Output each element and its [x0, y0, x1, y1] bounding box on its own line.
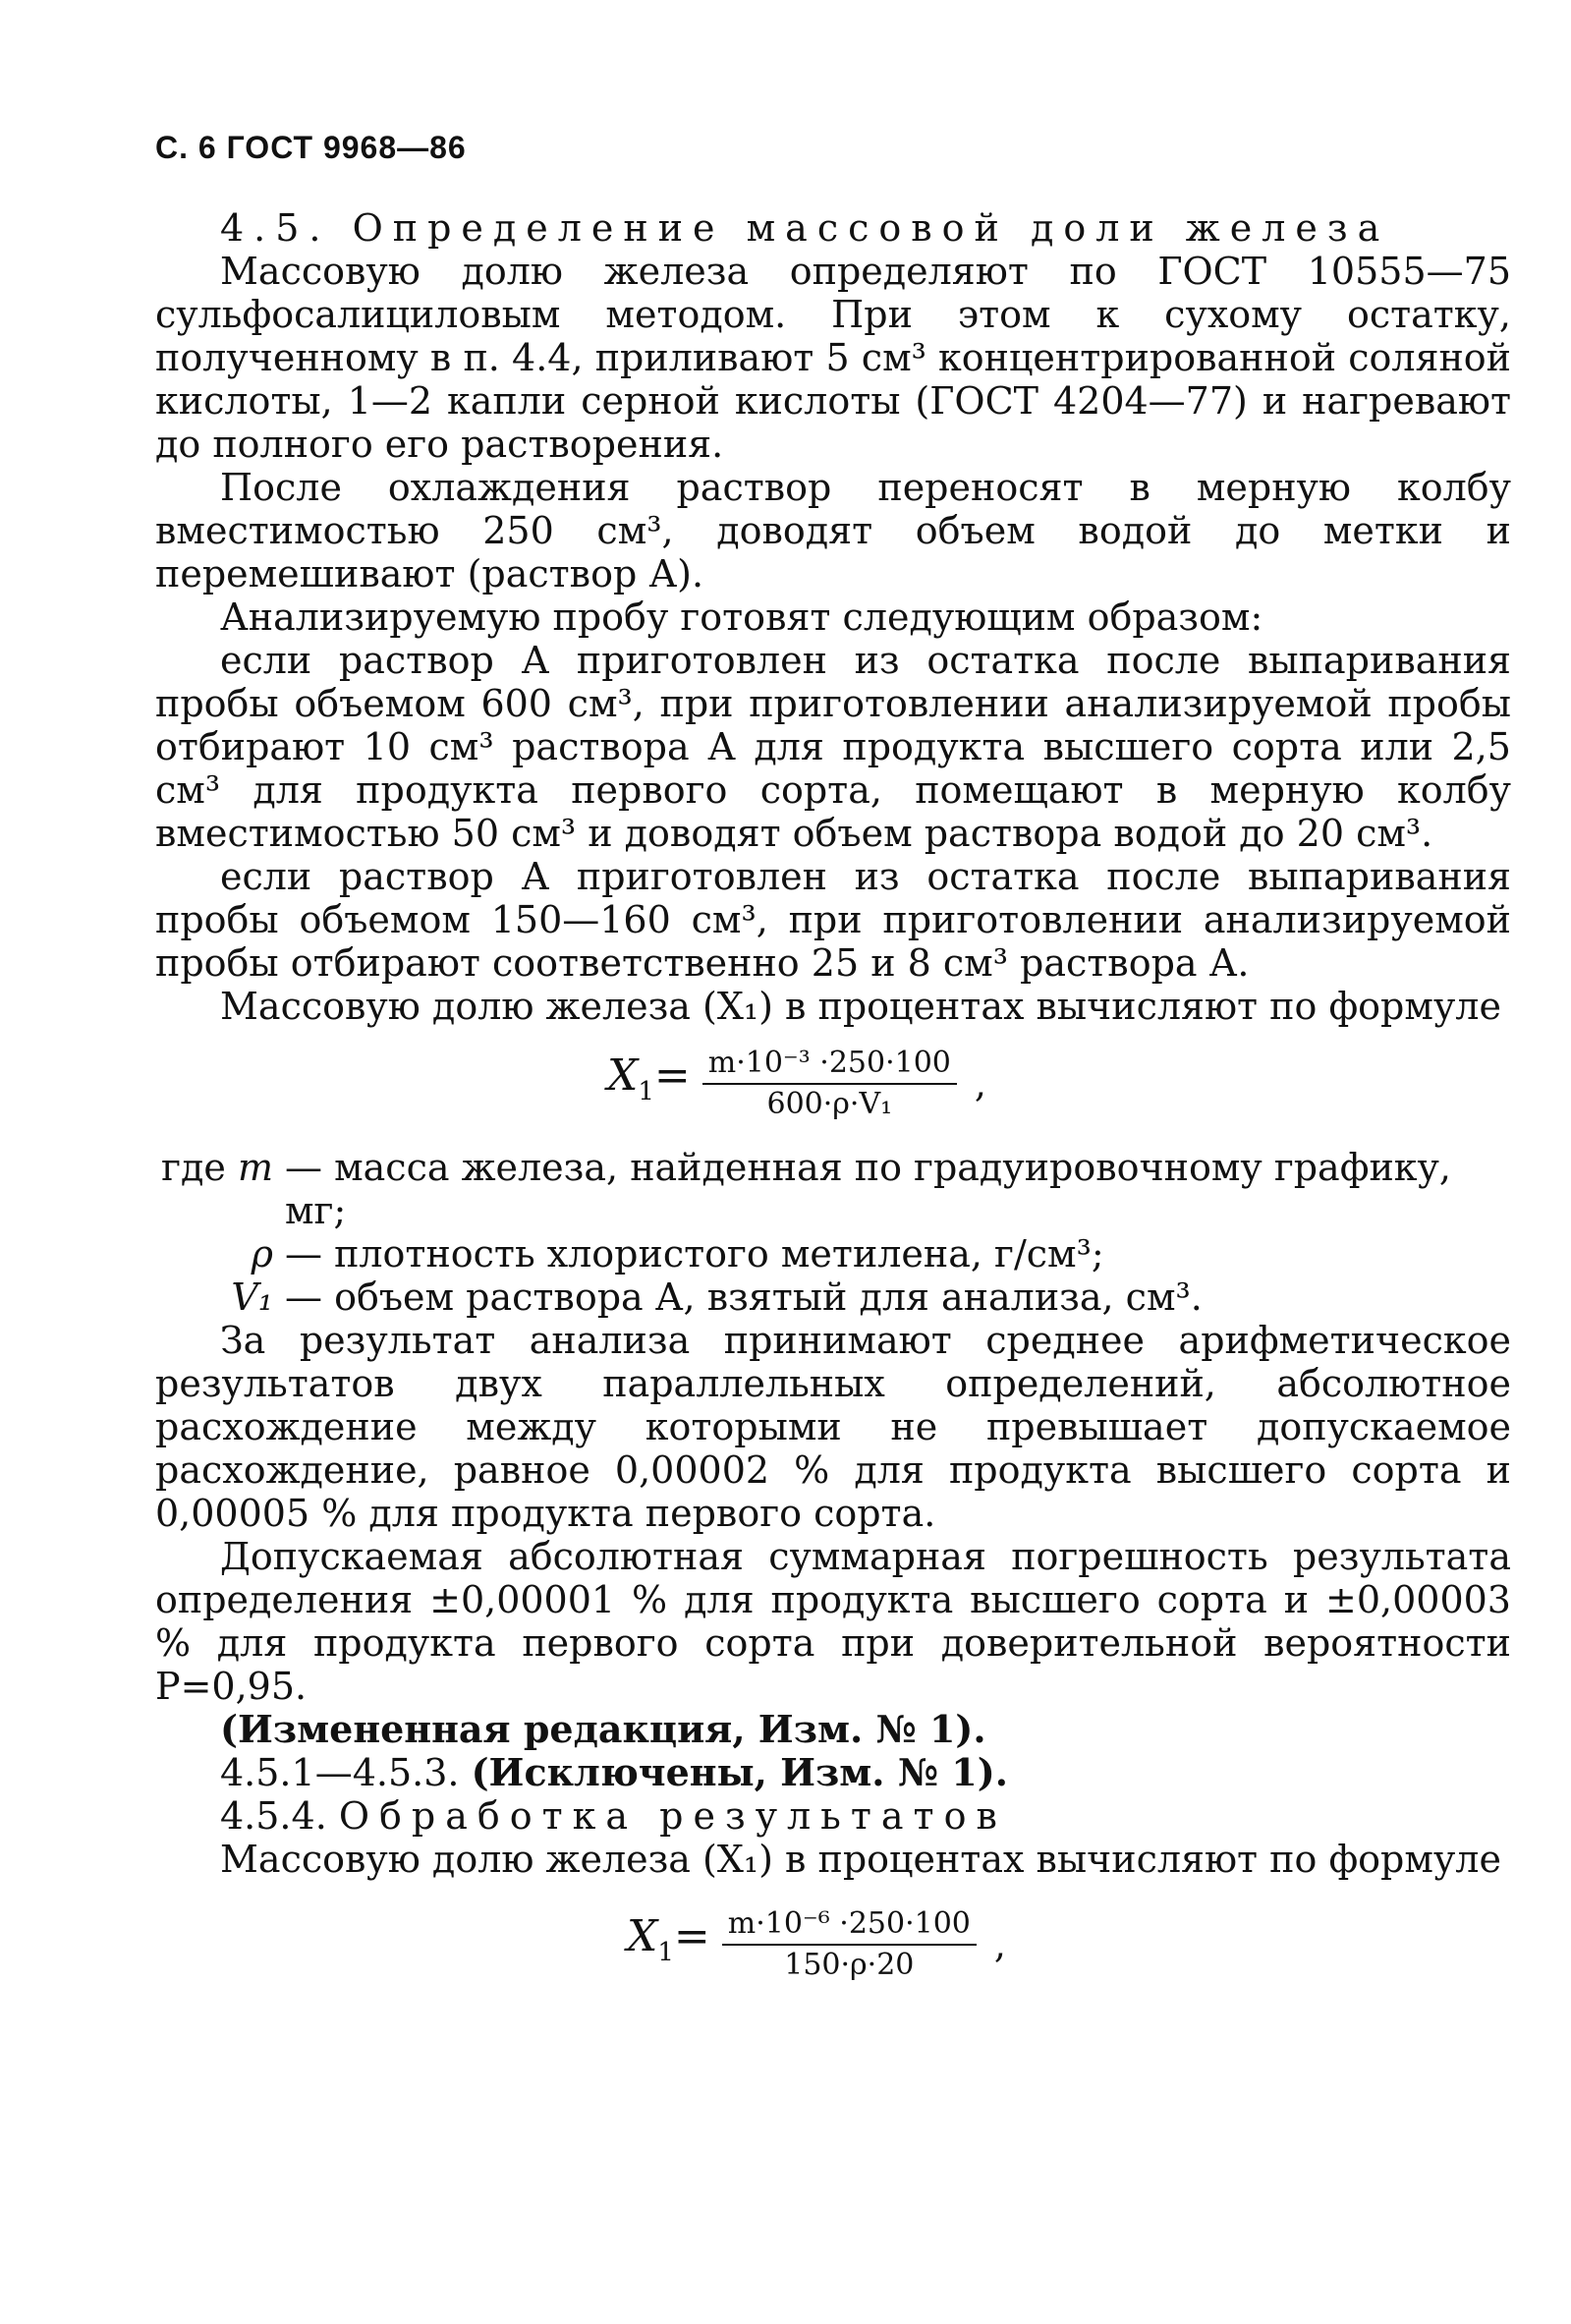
formula-lhs: $X_1=$: [627, 1911, 710, 1967]
amendment-note: (Измененная редакция, Изм. № 1).: [220, 1707, 986, 1751]
document-body: [155, 206, 1511, 1999]
variable-symbol: V₁: [231, 1275, 273, 1319]
formula-numerator: m·10⁻³ ·250·100: [702, 1046, 957, 1085]
paragraph: если раствор А приготовлен из остатка после выпаривания пробы объемом 150—160 см³, при приготовлении анализируемой пробы отбирают соответственно 25 и 8 см³ раствора А.: [155, 855, 1511, 985]
formula-1-block: [155, 1032, 1511, 1142]
formula-trail: ,: [974, 1062, 986, 1105]
excluded-items-text: (Исключены, Изм. № 1).: [471, 1750, 1008, 1794]
subsection-title: [155, 1794, 1511, 1838]
formula-fraction: [722, 1906, 977, 1983]
formula-1: [607, 1046, 986, 1122]
formula-denominator: 600·ρ·V₁: [766, 1087, 893, 1121]
subsection-number: 4.5.4.: [220, 1794, 327, 1838]
variable-definition: [155, 1146, 1511, 1189]
where-lead: где: [161, 1146, 226, 1189]
paragraph: Допускаемая абсолютная суммарная погрешность результата определения ±0,00001 % для продукта высшего сорта и ±0,00003 % для продукта первого сорта при доверительной вероятности P=0,95.: [155, 1535, 1511, 1708]
variable-description: — объем раствора А, взятый для анализа, см³.: [285, 1275, 1203, 1319]
paragraph: После охлаждения раствор переносят в мерную колбу вместимостью 250 см³, доводят объем водой до метки и перемешивают (раствор А).: [155, 466, 1511, 595]
variable-symbol: ρ: [251, 1232, 273, 1275]
variable-definition: [155, 1232, 1511, 1275]
paragraph: Анализируемую пробу готовят следующим образом:: [220, 595, 1263, 639]
formula-trail: ,: [993, 1923, 1006, 1966]
paragraph: За результат анализа принимают среднее арифметическое результатов двух параллельных определений, абсолютное расхождение между которыми не превышает допускаемое расхождение, равное 0,00002 % для продукта высшего сорта и 0,00005 % для продукта первого сорта.: [155, 1319, 1511, 1535]
variable-description-cont: мг;: [285, 1189, 347, 1232]
excluded-items-note: [155, 1751, 1511, 1794]
paragraph: Массовую долю железа (X₁) в процентах вычисляют по формуле: [220, 1838, 1501, 1881]
paragraph: Массовую долю железа определяют по ГОСТ 10555—75 сульфосалициловым методом. При этом к сухому остатку, полученному в п. 4.4, приливают 5 см³ концентрированной соляной кислоты, 1—2 капли серной кислоты (ГОСТ 4204—77) и нагревают до полного его растворения.: [155, 250, 1511, 466]
variable-definitions: [155, 1146, 1511, 1319]
variable-symbol: m: [237, 1146, 273, 1189]
variable-description: — плотность хлористого метилена, г/см³;: [285, 1232, 1104, 1275]
formula-2: [627, 1906, 1006, 1983]
formula-fraction: [702, 1046, 957, 1122]
excluded-items-number: 4.5.1—4.5.3.: [220, 1751, 460, 1794]
formula-numerator: m·10⁻⁶ ·250·100: [722, 1906, 977, 1946]
formula-lhs: $X_1=$: [607, 1050, 691, 1106]
section-title: 4.5. Определение массовой доли железа: [220, 206, 1390, 250]
page-header: С. 6 ГОСТ 9968—86: [155, 130, 467, 165]
formula-denominator: 150·ρ·20: [784, 1948, 915, 1982]
variable-definition: [155, 1275, 1511, 1319]
formula-2-block: [155, 1885, 1511, 1995]
variable-description: — масса железа, найденная по градуировочному графику,: [285, 1146, 1451, 1189]
paragraph: если раствор А приготовлен из остатка после выпаривания пробы объемом 600 см³, при приготовлении анализируемой пробы отбирают 10 см³ раствора А для продукта высшего сорта или 2,5 см³ для продукта первого сорта, помещают в мерную колбу вместимостью 50 см³ и доводят объем раствора водой до 20 см³.: [155, 639, 1511, 855]
subsection-heading: Обработка результатов: [338, 1794, 1007, 1838]
paragraph: Массовую долю железа (X₁) в процентах вычисляют по формуле: [220, 985, 1501, 1028]
